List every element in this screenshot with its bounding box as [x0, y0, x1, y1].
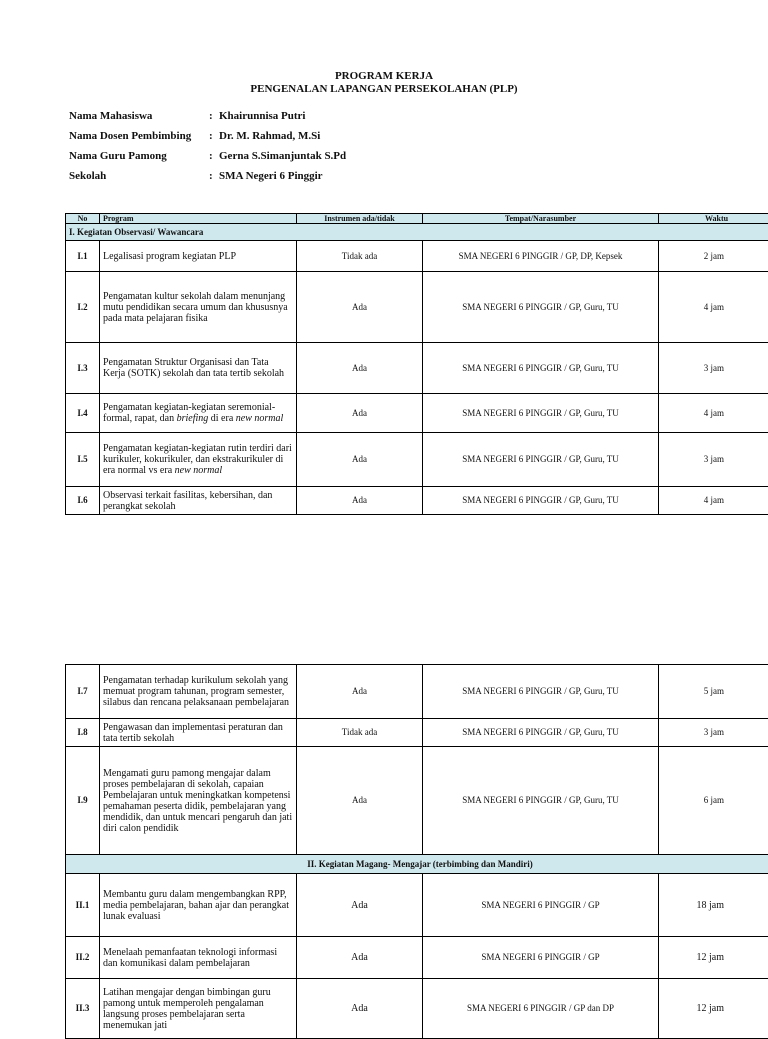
row-time: 12 jam	[659, 937, 768, 979]
row-no: I.2	[66, 272, 100, 343]
row-no: I.5	[66, 433, 100, 487]
info-colon: :	[209, 109, 219, 123]
program-italic: briefing	[177, 413, 209, 424]
info-value: SMA Negeri 6 Pinggir	[219, 170, 323, 182]
row-instrument: Ada	[297, 874, 423, 937]
row-no: II.1	[66, 874, 100, 937]
row-program: Pengamatan Struktur Organisasi dan Tata Kerja (SOTK) sekolah dan tata tertib sekolah	[100, 343, 297, 394]
row-place: SMA NEGERI 6 PINGGIR / GP, Guru, TU	[423, 272, 659, 343]
info-label: Nama Dosen Pembimbing	[69, 129, 209, 143]
info-row-teacher	[69, 149, 346, 169]
table-row	[66, 937, 768, 979]
row-place: SMA NEGERI 6 PINGGIR / GP, Guru, TU	[423, 487, 659, 515]
row-place: SMA NEGERI 6 PINGGIR / GP	[423, 937, 659, 979]
table-row	[66, 979, 768, 1039]
row-time: 6 jam	[659, 747, 768, 855]
info-row-lecturer	[69, 129, 346, 149]
row-instrument: Ada	[297, 747, 423, 855]
program-italic: new normal	[236, 413, 284, 424]
row-time: 4 jam	[659, 487, 768, 515]
row-time: 5 jam	[659, 665, 768, 719]
row-time: 3 jam	[659, 343, 768, 394]
info-value: Khairunnisa Putri	[219, 110, 306, 122]
row-program: Observasi terkait fasilitas, kebersihan, dan perangkat sekolah	[100, 487, 297, 515]
row-no: I.9	[66, 747, 100, 855]
col-header-program: Program	[100, 214, 297, 224]
table-row	[66, 343, 768, 394]
col-header-place: Tempat/Narasumber	[423, 214, 659, 224]
row-program	[100, 433, 297, 487]
table-row	[66, 241, 768, 272]
row-instrument: Ada	[297, 394, 423, 433]
section-row	[66, 855, 768, 874]
row-program: Pengamatan terhadap kurikulum sekolah yang memuat program tahunan, program semester, silabus dan rencana pelaksanaan pembelajaran	[100, 665, 297, 719]
section-title: II. Kegiatan Magang- Mengajar (terbimbing dan Mandiri)	[66, 855, 768, 874]
row-instrument: Ada	[297, 433, 423, 487]
info-value: Dr. M. Rahmad, M.Si	[219, 130, 320, 142]
row-time: 4 jam	[659, 272, 768, 343]
row-instrument: Ada	[297, 272, 423, 343]
row-no: I.6	[66, 487, 100, 515]
info-colon: :	[209, 169, 219, 183]
col-header-instrument: Instrumen ada/tidak	[297, 214, 423, 224]
program-table-page1	[65, 213, 768, 515]
program-text: Pengamatan kegiatan-kegiatan rutin terdiri dari kurikuler, kokurikuler, dan ekstrakurikuler di era normal vs era	[103, 443, 292, 476]
col-header-no: No	[66, 214, 100, 224]
table-row	[66, 874, 768, 937]
row-no: I.4	[66, 394, 100, 433]
row-program: Membantu guru dalam mengembangkan RPP, media pembelajaran, bahan ajar dan perangkat lunak evaluasi	[100, 874, 297, 937]
row-no: II.3	[66, 979, 100, 1039]
row-program	[100, 394, 297, 433]
info-row-school	[69, 169, 346, 189]
info-colon: :	[209, 149, 219, 163]
row-instrument: Tidak ada	[297, 241, 423, 272]
row-place: SMA NEGERI 6 PINGGIR / GP	[423, 874, 659, 937]
row-program: Latihan mengajar dengan bimbingan guru pamong untuk memperoleh pengalaman langsung proses pembelajaran serta menemukan jati	[100, 979, 297, 1039]
row-time: 18 jam	[659, 874, 768, 937]
table-row	[66, 719, 768, 747]
table-row	[66, 665, 768, 719]
info-value: Gerna S.Simanjuntak S.Pd	[219, 150, 346, 162]
document-subtitle: PENGENALAN LAPANGAN PERSEKOLAHAN (PLP)	[0, 83, 768, 96]
row-no: I.8	[66, 719, 100, 747]
row-place: SMA NEGERI 6 PINGGIR / GP dan DP	[423, 979, 659, 1039]
row-instrument: Ada	[297, 979, 423, 1039]
info-label: Nama Mahasiswa	[69, 109, 209, 123]
info-label: Nama Guru Pamong	[69, 149, 209, 163]
student-info	[69, 109, 346, 189]
row-program: Pengawasan dan implementasi peraturan dan tata tertib sekolah	[100, 719, 297, 747]
row-instrument: Ada	[297, 665, 423, 719]
row-program: Mengamati guru pamong mengajar dalam proses pembelajaran di sekolah, capaian Pembelajaran untuk meningkatkan kompetensi pemahaman peserta didik, pembelajaran yang mendidik, dan untuk mencari pengaruh dan jati diri calon pendidik	[100, 747, 297, 855]
row-no: I.7	[66, 665, 100, 719]
row-place: SMA NEGERI 6 PINGGIR / GP, Guru, TU	[423, 343, 659, 394]
row-place: SMA NEGERI 6 PINGGIR / GP, DP, Kepsek	[423, 241, 659, 272]
row-program: Legalisasi program kegiatan PLP	[100, 241, 297, 272]
row-no: I.1	[66, 241, 100, 272]
row-instrument: Ada	[297, 487, 423, 515]
row-instrument: Tidak ada	[297, 719, 423, 747]
row-program: Menelaah pemanfaatan teknologi informasi dan komunikasi dalam pembelajaran	[100, 937, 297, 979]
program-text: di era	[208, 413, 236, 424]
table-row	[66, 394, 768, 433]
row-time: 4 jam	[659, 394, 768, 433]
row-time: 3 jam	[659, 719, 768, 747]
info-label: Sekolah	[69, 169, 209, 183]
info-colon: :	[209, 129, 219, 143]
row-instrument: Ada	[297, 343, 423, 394]
row-time: 12 jam	[659, 979, 768, 1039]
info-row-student	[69, 109, 346, 129]
row-time: 2 jam	[659, 241, 768, 272]
row-time: 3 jam	[659, 433, 768, 487]
row-no: I.3	[66, 343, 100, 394]
table-row	[66, 487, 768, 515]
table-row	[66, 433, 768, 487]
table-header-row	[66, 214, 768, 224]
row-place: SMA NEGERI 6 PINGGIR / GP, Guru, TU	[423, 747, 659, 855]
program-table-page2	[65, 664, 768, 1039]
row-place: SMA NEGERI 6 PINGGIR / GP, Guru, TU	[423, 665, 659, 719]
col-header-time: Waktu	[659, 214, 768, 224]
row-place: SMA NEGERI 6 PINGGIR / GP, Guru, TU	[423, 433, 659, 487]
row-instrument: Ada	[297, 937, 423, 979]
table-row	[66, 747, 768, 855]
section-title: I. Kegiatan Observasi/ Wawancara	[66, 224, 768, 241]
row-program: Pengamatan kultur sekolah dalam menunjang mutu pendidikan secara umum dan khususnya pada mata pelajaran fisika	[100, 272, 297, 343]
program-text: Pengamatan kegiatan-kegiatan seremonial-formal, rapat, dan	[103, 402, 275, 424]
row-place: SMA NEGERI 6 PINGGIR / GP, Guru, TU	[423, 719, 659, 747]
row-no: II.2	[66, 937, 100, 979]
program-italic: new normal	[175, 465, 223, 476]
table-row	[66, 272, 768, 343]
section-row	[66, 224, 768, 241]
row-place: SMA NEGERI 6 PINGGIR / GP, Guru, TU	[423, 394, 659, 433]
document-title: PROGRAM KERJA	[0, 70, 768, 83]
